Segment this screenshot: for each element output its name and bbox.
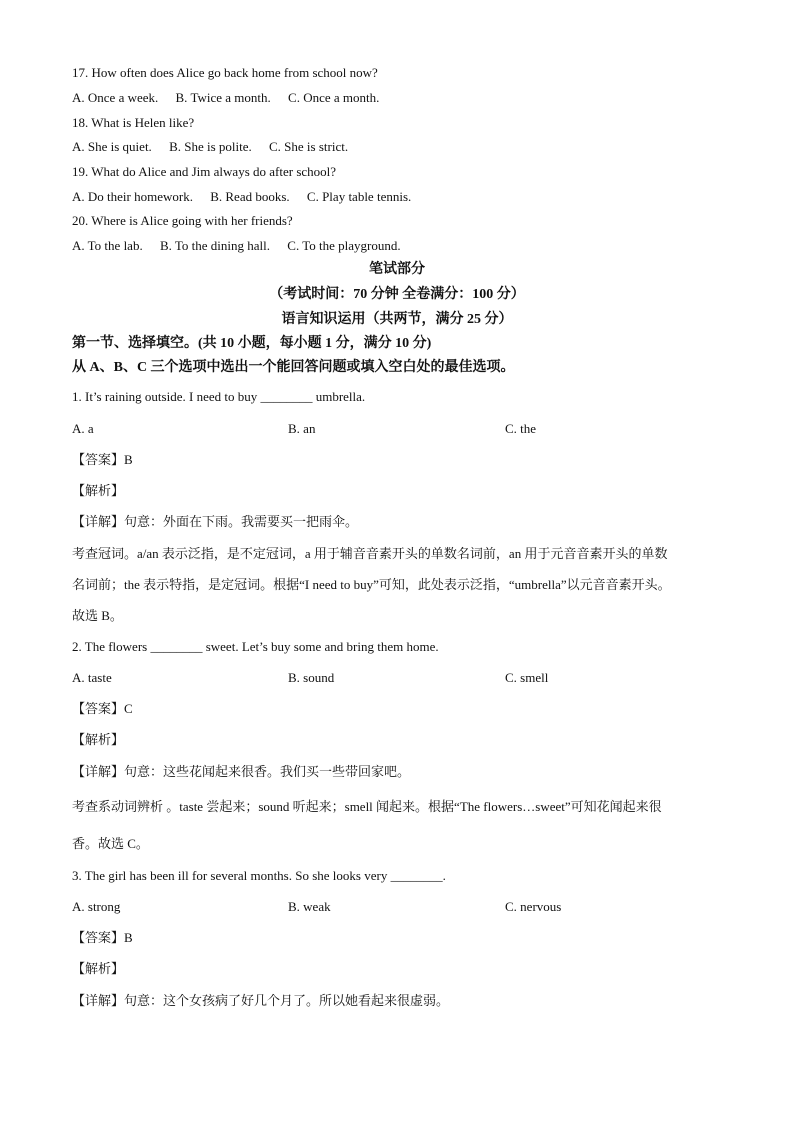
instruction: 从 A、B、C 三个选项中选出一个能回答问题或填入空白处的最佳选项。 [72, 360, 515, 375]
option-c: C. smell [505, 670, 549, 685]
analysis-label: 【解析】 [72, 483, 125, 498]
option-a: A. strong [72, 899, 121, 914]
option-b: B. Read books. [210, 189, 290, 204]
question-text: 17. How often does Alice go back home from school now? [72, 65, 378, 80]
option-c: C. Once a month. [288, 90, 380, 105]
option-c: C. To the playground. [287, 238, 401, 253]
answer: 【答案】B [72, 452, 133, 467]
options-row [72, 89, 379, 107]
option-b: B. She is polite. [169, 139, 252, 154]
question-text: 18. What is Helen like? [72, 115, 195, 130]
question-text: 20. Where is Alice going with her friends? [72, 213, 293, 228]
option-a: A. She is quiet. [72, 139, 152, 154]
written-part-heading: 笔试部分 [369, 262, 425, 277]
question-text: 1. It’s raining outside. I need to buy ________ umbrella. [72, 389, 366, 404]
option-b: B. sound [288, 670, 335, 685]
detail: 【详解】句意：这些花闻起来很香。我们买一些带回家吧。 [72, 764, 411, 779]
answer: 【答案】B [72, 930, 133, 945]
part-heading: 第一节、选择填空。(共 10 小题，每小题 1 分，满分 10 分) [72, 336, 432, 351]
question-text: 19. What do Alice and Jim always do after school? [72, 164, 337, 179]
options-row [72, 237, 401, 255]
option-c: C. nervous [505, 899, 562, 914]
explanation-line: 故选 B。 [72, 608, 123, 623]
analysis-label: 【解析】 [72, 961, 125, 976]
answer: 【答案】C [72, 701, 133, 716]
explanation-line: 考查系动词辨析 。taste 尝起来；sound 听起来；smell 闻起来。根据“The flowers…sweet”可知花闻起来很 [72, 799, 662, 814]
explanation-line: 名词前；the 表示特指，是定冠词。根据“I need to buy”可知，此处表示泛指，“umbrella”以元音音素开头。 [72, 577, 671, 592]
section-heading: 语言知识运用（共两节，满分 25 分） [281, 312, 513, 327]
option-b: B. To the dining hall. [159, 238, 271, 253]
option-b: B. Twice a month. [175, 90, 271, 105]
option-a: A. a [72, 421, 94, 436]
exam-info: （考试时间：70 分钟 全卷满分：100 分） [269, 287, 525, 302]
option-c: C. the [505, 421, 537, 436]
detail: 【详解】句意：外面在下雨。我需要买一把雨伞。 [72, 514, 359, 529]
explanation-line: 考查冠词。a/an 表示泛指，是不定冠词，a 用于辅音音素开头的单数名词前，an 用于元音音素开头的单数 [72, 546, 668, 561]
option-a: A. taste [72, 670, 112, 685]
question-text: 3. The girl has been ill for several months. So she looks very ________. [72, 868, 446, 883]
option-a: A. Once a week. [72, 90, 159, 105]
explanation-line: 香。故选 C。 [72, 836, 149, 851]
option-b: B. weak [288, 899, 331, 914]
analysis-label: 【解析】 [72, 732, 125, 747]
options-row [72, 138, 348, 156]
option-c: C. She is strict. [269, 139, 349, 154]
option-a: A. To the lab. [72, 238, 143, 253]
options-row [72, 188, 411, 206]
question-text: 2. The flowers ________ sweet. Let’s buy some and bring them home. [72, 639, 439, 654]
option-b: B. an [288, 421, 316, 436]
option-c: C. Play table tennis. [306, 189, 412, 204]
detail: 【详解】句意：这个女孩病了好几个月了。所以她看起来很虚弱。 [72, 993, 450, 1008]
option-a: A. Do their homework. [72, 189, 193, 204]
